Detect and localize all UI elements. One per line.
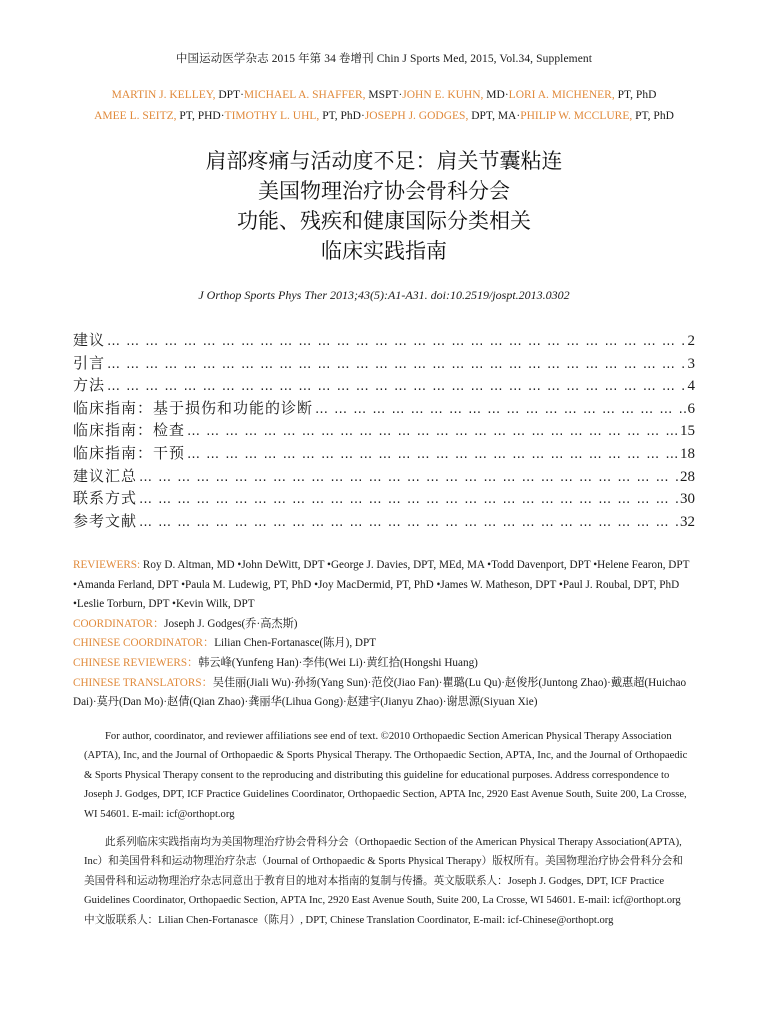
- copyright-paragraph-en: For author, coordinator, and reviewer affiliations see end of text. ©2010 Orthopaedic Section American Physical Therapy Association (APTA), Inc, and the Journal of Orthopaedic & Sports Physical Therapy. The Orthopaedic Section, APTA, Inc, and the Journal of Orthopaedic & Sports Physical Therapy consent to the reproducing and distributing this guideline for educational purposes. Address correspondence to Joseph J. Godges, DPT, ICF Practice Guidelines Coordinator, Orthopaedic Section, APTA Inc, 2920 East Avenue South, Suite 200, La Crosse, WI 54601. E-mail: icf@orthopt.org: [84, 731, 688, 820]
- author-name: JOHN E. KUHN,: [402, 89, 484, 101]
- author-name: MARTIN J. KELLEY,: [111, 89, 216, 101]
- toc-entry[interactable]: [73, 352, 695, 375]
- toc-leader: [139, 492, 678, 507]
- coordinator-line: [73, 615, 695, 635]
- toc-page: 4: [687, 378, 695, 395]
- author-line-1: [0, 89, 768, 101]
- toc-label: 参考文献: [73, 511, 138, 530]
- toc-label: 临床指南：检查: [73, 421, 186, 440]
- toc-leader: [139, 470, 678, 485]
- toc-label: 建议: [73, 331, 106, 349]
- toc-page: 28: [680, 468, 695, 485]
- toc-label: 临床指南：干预: [73, 443, 186, 462]
- author-credentials: MD·: [483, 89, 509, 101]
- reviewers-text: Roy D. Altman, MD •John DeWitt, DPT •George J. Davies, DPT, MEd, MA •Todd Davenport, DPT •Helene Fearon, DPT •Amanda Ferland, DPT •Paula M. Ludewig, PT, PhD •Joy MacDermid, PT, PhD •James W. Matheson, DPT •Paul J. Roubal, DPT, PhD •Leslie Torburn, DPT •Kevin Wilk, DPT: [73, 559, 690, 611]
- reviewers-line: [73, 556, 695, 615]
- toc-page: 2: [687, 333, 695, 349]
- toc-leader: [187, 447, 678, 462]
- table-of-contents: [73, 329, 695, 532]
- toc-page: 3: [687, 355, 695, 372]
- toc-entry[interactable]: [73, 487, 695, 510]
- toc-label: 引言: [73, 353, 106, 372]
- chinese-translators-line: [73, 674, 695, 713]
- toc-leader: [107, 379, 685, 394]
- chinese-reviewers-label: CHINESE REVIEWERS：: [73, 656, 199, 669]
- reviewers-label: REVIEWERS:: [73, 559, 141, 571]
- chinese-reviewers-line: [73, 654, 695, 674]
- toc-page: 15: [680, 423, 695, 440]
- author-credentials: PT, PhD: [614, 89, 657, 101]
- toc-leader: [187, 424, 678, 439]
- toc-page: 30: [680, 491, 695, 508]
- toc-page: 32: [680, 513, 695, 530]
- toc-page: 18: [680, 445, 695, 462]
- toc-leader: [315, 402, 685, 417]
- chinese-coordinator-text: Lilian Chen-Fortanasce(陈月), DPT: [214, 637, 377, 650]
- toc-leader: [139, 515, 678, 530]
- title-line: 临床实践指南: [321, 239, 447, 263]
- coordinator-text: Joseph J. Godges(乔·高杰斯): [164, 617, 298, 630]
- running-head: 中国运动医学杂志 2015 年第 34 卷增刊 Chin J Sports Med, 2015, Vol.34, Supplement: [175, 53, 593, 65]
- credits-block: [73, 556, 695, 713]
- author-line-2: [0, 110, 768, 122]
- toc-label: 临床指南：基于损伤和功能的诊断: [73, 398, 314, 417]
- coordinator-label: COORDINATOR：: [73, 617, 165, 630]
- toc-entry[interactable]: [73, 465, 695, 488]
- author-name: PHILIP W. MCCLURE,: [520, 110, 633, 122]
- chinese-translators-label: CHINESE TRANSLATORS：: [73, 676, 213, 689]
- author-name: MICHAEL A. SHAFFER,: [243, 89, 366, 101]
- author-credentials: PT, PhD: [632, 110, 674, 122]
- author-credentials: PT, PHD·: [176, 110, 225, 122]
- toc-entry[interactable]: [73, 397, 695, 420]
- chinese-coordinator-label: CHINESE COORDINATOR：: [73, 637, 215, 650]
- title-line: 美国物理治疗协会骨科分会: [258, 179, 510, 203]
- toc-entry[interactable]: [73, 510, 695, 533]
- toc-entry[interactable]: [73, 419, 695, 442]
- author-credentials: DPT·: [215, 89, 244, 101]
- toc-entry[interactable]: [73, 442, 695, 465]
- toc-entry[interactable]: [73, 374, 695, 397]
- author-name: JOSEPH J. GODGES,: [364, 110, 469, 122]
- toc-label: 建议汇总: [73, 466, 138, 485]
- toc-page: 6: [687, 400, 695, 417]
- author-name: TIMOTHY L. UHL,: [224, 110, 320, 122]
- toc-entry[interactable]: [73, 329, 695, 352]
- chinese-coordinator-line: [73, 634, 695, 654]
- title-line: 肩部疼痛与活动度不足：肩关节囊粘连: [205, 149, 563, 173]
- chinese-reviewers-text: 韩云峰(Yunfeng Han)·李伟(Wei Li)·黄红拾(Hongshi Huang): [198, 656, 478, 669]
- toc-label: 方法: [73, 376, 106, 395]
- copyright-paragraph-cn: 此系列临床实践指南均为美国物理治疗协会骨科分会（Orthopaedic Section of the American Physical Therapy Association(APTA), Inc）和美国骨科和运动物理治疗杂志（Journal of Orthopaedic & Sports Physical Therapy）版权所有。美国物理治疗协会骨科分会和美国骨科和运动物理治疗杂志同意出于教育目的地对本指南的复制与传播。英文版联系人：Joseph J. Godges, DPT, ICF Practice Guidelines Coordinator, Orthopaedic Section, APTA Inc, 2920 East Avenue South, Suite 200, La Crosse, WI 54601. E-mail: icf@orthopt.org 中文版联系人：Lilian Chen-Fortanasce（陈月）, DPT, Chinese Translation Coordinator, E-mail: icf-Chinese@orthopt.org: [84, 837, 683, 926]
- author-credentials: DPT, MA·: [468, 110, 521, 122]
- author-name: AMEE L. SEITZ,: [94, 110, 177, 122]
- author-name: LORI A. MICHENER,: [508, 89, 615, 101]
- toc-label: 联系方式: [73, 489, 138, 508]
- title-line: 功能、残疾和健康国际分类相关: [237, 209, 531, 233]
- citation: J Orthop Sports Phys Ther 2013;43(5):A1-A31. doi:10.2519/jospt.2013.0302: [198, 288, 570, 302]
- author-credentials: PT, PhD·: [319, 110, 365, 122]
- author-credentials: MSPT·: [365, 89, 403, 101]
- toc-leader: [107, 357, 685, 372]
- toc-leader: [107, 334, 685, 349]
- document-title: [0, 146, 768, 266]
- chinese-translators-text: 吴佳丽(Jiali Wu)·孙扬(Yang Sun)·范佼(Jiao Fan)·瞿璐(Lu Qu)·赵俊彤(Juntong Zhao)·戴惠超(Huichao Dai)·莫丹(Dan Mo)·赵倩(Qian Zhao)·龚丽华(Lihua Gong)·赵建宇(Jianyu Zhao)·谢思源(Siyuan Xie): [73, 676, 687, 709]
